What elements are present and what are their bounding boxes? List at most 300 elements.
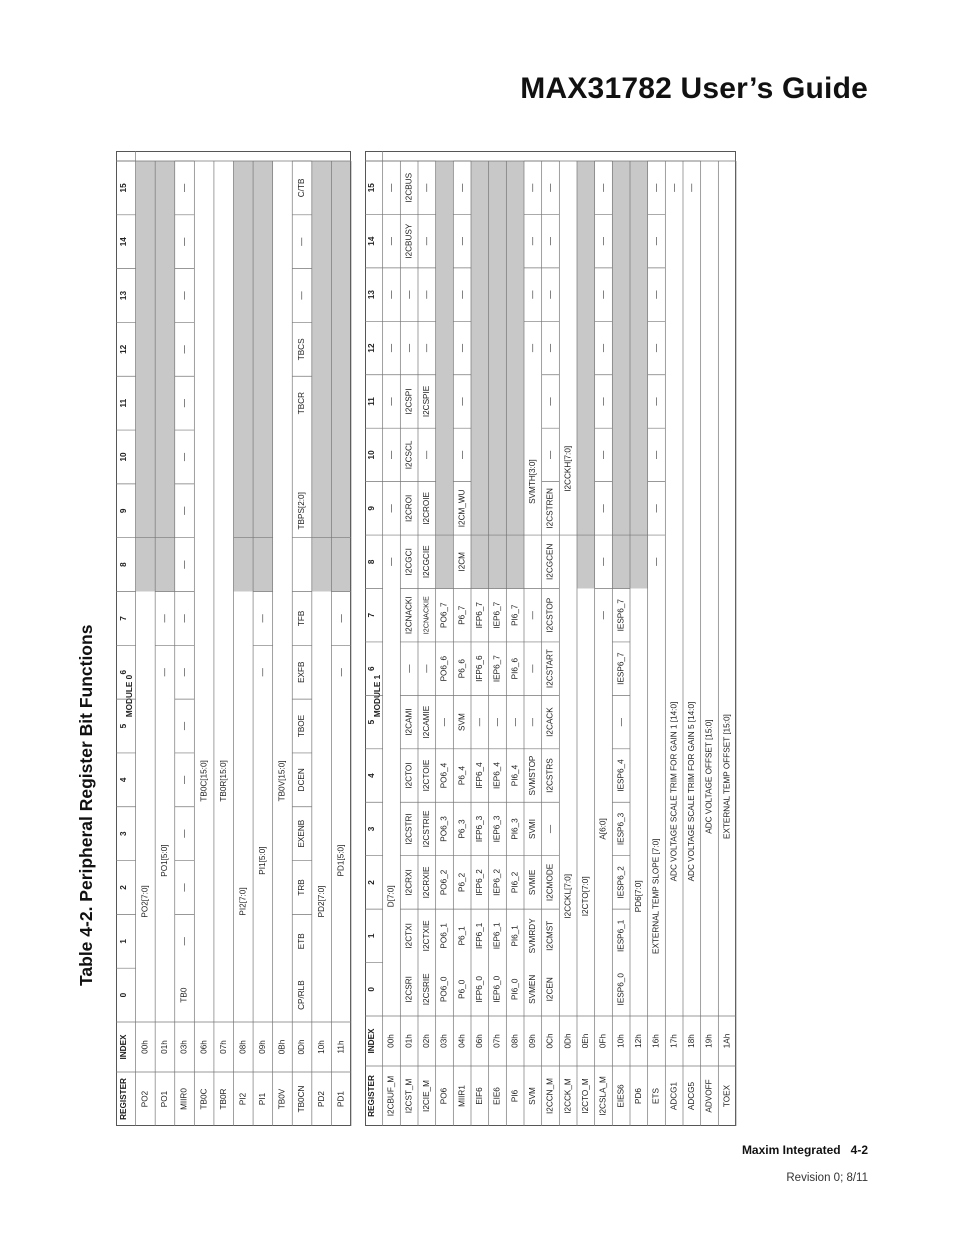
module1-register-index: 02h <box>422 1034 432 1048</box>
module1-cell-dash: — <box>598 557 608 566</box>
module0-register-index: 10h <box>316 1040 326 1054</box>
module1-cell-label: I2CM <box>457 552 467 572</box>
module0-cell-label: ETB <box>297 933 307 950</box>
module0-register-name: TB0V <box>277 1088 287 1110</box>
module1-cell-dash: — <box>651 343 661 353</box>
module1-register-index: 0Fh <box>598 1033 608 1049</box>
module0-cell-dash: — <box>179 399 189 408</box>
module1-cell-dash: — <box>422 290 432 299</box>
module0-cell-dash: — <box>336 614 346 623</box>
module1-cell-dash: — <box>598 450 608 459</box>
module1-cell-label: IFP6_7 <box>475 602 485 629</box>
module1-cell-label: I2CSTREN <box>545 488 555 529</box>
module1-register-index: 0Ch <box>545 1033 555 1049</box>
module1-cell-label: SVMRDY <box>528 918 538 954</box>
module0-cell-label: TFB <box>297 610 307 627</box>
module0-cell-dash: — <box>179 721 189 731</box>
module0-cell-dash: — <box>297 237 307 246</box>
module1-cell-label: I2CSPI <box>404 388 414 415</box>
module0-register-name: MIIR0 <box>179 1088 189 1110</box>
module1-register-index: 03h <box>439 1034 449 1048</box>
module1-bit-label: 0 <box>367 987 377 992</box>
module1-register-name: I2CST_M <box>404 1078 414 1114</box>
module1-register-name: I2CCK_M <box>563 1078 573 1114</box>
module1-cell-label: PO6_6 <box>439 655 449 682</box>
module1-cell-label: I2CTXI <box>404 923 414 949</box>
module0-module-title: MODULE 0 <box>124 674 134 718</box>
module1-cell-dash: — <box>404 664 414 673</box>
module1-cell-label: PD6[7:0] <box>634 880 644 913</box>
module1-register-name: I2CBUF_M <box>386 1075 396 1117</box>
module0-cell-dash: — <box>179 345 189 354</box>
module1-cell-dash: — <box>528 183 538 192</box>
module1-register-name: EIE6 <box>492 1087 502 1105</box>
module1-cell-label: PI6_1 <box>510 925 520 947</box>
module1-register-name: EIES6 <box>616 1084 626 1108</box>
module0-cell-label: PI2[7:0] <box>238 887 248 916</box>
module1-cell-dash: — <box>386 504 396 513</box>
module1-cell-dash: — <box>422 237 432 246</box>
module1-cell-dash: — <box>545 183 555 192</box>
module0-cell-dash: — <box>258 668 268 677</box>
module1-cell-dash: — <box>457 183 467 192</box>
module0-bit-label: 11 <box>118 398 128 408</box>
module1-cell-dash: — <box>598 611 608 620</box>
module1-cell-label: I2CMST <box>545 920 555 951</box>
module1-cell-label: ADC VOLTAGE OFFSET [15:0] <box>704 719 714 834</box>
module1-cell-label: P6_2 <box>457 872 467 892</box>
module0-bit-label: 8 <box>118 562 128 567</box>
module1-bit-label: 8 <box>367 559 377 565</box>
module1-cell-label: I2CROIE <box>422 491 432 525</box>
module1-bit-label: 6 <box>367 666 377 671</box>
module0-cell-label: PD2[7:0] <box>316 885 326 918</box>
module1-cell-label: IESP6_2 <box>616 866 626 899</box>
module0-cell-label: TBOE <box>297 714 307 738</box>
module1-cell-label: IFP6_6 <box>475 655 485 682</box>
module1-cell-label: SVMEN <box>528 974 538 1004</box>
module0-bit-label: 1 <box>118 939 128 944</box>
module1-cell-label: I2CRXIE <box>422 866 432 899</box>
module1-cell-dash: — <box>422 183 432 192</box>
module1-bit-label: 12 <box>367 343 377 353</box>
module0-cell-label: EXENB <box>297 819 307 848</box>
module0-cell-dash: — <box>179 775 189 784</box>
module0-cell-label: DCEN <box>297 768 307 792</box>
module1-cell-label: D[7:0] <box>386 885 396 908</box>
module0-bit-label: 2 <box>118 885 128 890</box>
module1-shade-11 <box>577 161 595 589</box>
module1-cell-dash: — <box>616 718 626 727</box>
module1-index-head: INDEX <box>367 1028 377 1054</box>
module1-register-index: 04h <box>457 1034 467 1048</box>
module1-register-index: 0Eh <box>581 1033 591 1049</box>
module1-cell-label: I2CTOI <box>404 762 414 789</box>
module1-cell-label: PI6_7 <box>510 604 520 626</box>
module0-register-head: REGISTER <box>118 1078 128 1120</box>
footer-company-page <box>742 1143 868 1157</box>
module1-cell-label: IFP6_4 <box>475 762 485 789</box>
module0-cell-label: TBPS[2:0] <box>297 492 307 530</box>
module1-register-name: EIF6 <box>475 1087 485 1105</box>
module1-cell-dash: — <box>651 504 661 513</box>
module1-cell-dash: — <box>492 718 502 727</box>
module1-cell-label: SVMI <box>528 818 538 839</box>
module0-bit-label: 13 <box>118 290 128 301</box>
module1-cell-label: P6_0 <box>457 979 467 999</box>
module1-table-svg <box>365 151 736 1126</box>
module1-register-name: ADCG5 <box>687 1081 697 1111</box>
module1-register-index: 17h <box>669 1034 679 1048</box>
module1-cell-label: I2CBUS <box>404 172 414 203</box>
module0-cell-dash: — <box>179 883 189 892</box>
module0-register-name: PI2 <box>238 1092 248 1106</box>
module1-register-index: 01h <box>404 1034 414 1048</box>
module0-shade-9 <box>312 161 332 592</box>
module1-cell-label: IFP6_0 <box>475 976 485 1003</box>
module1-cell-dash: — <box>404 290 414 299</box>
module1-cell-dash: — <box>651 290 661 299</box>
module1-cell-dash: — <box>651 183 661 192</box>
module1-cell-label: I2CGCEN <box>545 543 555 580</box>
module1-cell-dash: — <box>545 824 555 834</box>
module1-cell-label: IEP6_7 <box>492 655 502 683</box>
module1-shade-13 <box>612 161 630 589</box>
module1-bit-label: 7 <box>367 612 377 618</box>
module1-cell-label: I2CSCL <box>404 440 414 470</box>
module1-cell-label: I2CACK <box>545 707 555 737</box>
module0-shade-6 <box>253 161 273 592</box>
module1-bit-label: 15 <box>367 183 377 193</box>
module1-cell-label: PI6_4 <box>510 764 520 787</box>
module1-register-index: 0Dh <box>563 1033 573 1049</box>
module1-cell-label: SVMTH[3:0] <box>528 459 538 504</box>
module0-register-index: 01h <box>160 1040 170 1054</box>
module1-register-index: 19h <box>704 1034 714 1048</box>
module1-bit-label: 14 <box>367 236 377 246</box>
module1-cell-dash: — <box>598 504 608 513</box>
module1-cell-label: PI6_0 <box>510 978 520 1000</box>
module0-cell-label: TBCR <box>297 392 307 415</box>
module0-cell-dash: — <box>179 183 189 192</box>
module0-cell-label: PO2[7:0] <box>140 885 150 918</box>
module0-shade-1 <box>155 161 175 592</box>
module1-cell-label: IEP6_4 <box>492 762 502 789</box>
module0-register-name: PO2 <box>140 1090 150 1108</box>
module1-cell-dash: — <box>545 343 555 353</box>
module1-cell-label: I2CSTRI <box>404 813 414 845</box>
module0-register-name: PD1 <box>336 1091 346 1107</box>
module0-cell-label: TB0R[15:0] <box>218 760 228 802</box>
module1-register-index: 18h <box>687 1034 697 1048</box>
module0-shade-0 <box>136 161 156 592</box>
module1-bit-label: 4 <box>367 773 377 778</box>
module1-cell-label: IESP6_4 <box>616 759 626 792</box>
module0-cell-label: TRB <box>297 879 307 896</box>
module1-cell-label: IEP6_2 <box>492 868 502 896</box>
module0-register-index: 09h <box>258 1040 268 1054</box>
module0-cell-label: TB0V[15:0] <box>277 760 287 802</box>
module1-cell-label: PO6_4 <box>439 762 449 789</box>
module1-shade-6 <box>489 161 507 589</box>
module1-cell-label: EXTERNAL TEMP SLOPE [7:0] <box>651 838 661 955</box>
module1-cell-label: I2CSRI <box>404 976 414 1003</box>
module1-cell-label: IEP6_1 <box>492 922 502 950</box>
module1-register-index: 00h <box>386 1034 396 1048</box>
module1-cell-dash: — <box>651 237 661 246</box>
table-caption: Table 4-2. Peripheral Register Bit Functions <box>76 624 96 986</box>
module1-cell-label: I2CROI <box>404 494 414 522</box>
module1-cell-dash: — <box>545 290 555 299</box>
module0-cell-label: TB0C[15:0] <box>199 760 209 802</box>
module0-register-index: 07h <box>218 1040 228 1054</box>
module1-module-title: MODULE 1 <box>373 674 383 718</box>
module1-register-name: PO6 <box>439 1087 449 1105</box>
module1-cell-label: PI6_6 <box>510 657 520 680</box>
module1-cell-dash: — <box>386 557 396 566</box>
module1-register-name: I2CSLA_M <box>598 1076 608 1116</box>
module1-cell-label: I2CM_WU <box>457 489 467 528</box>
module0-register-name: TB0CN <box>297 1085 307 1113</box>
module1-cell-label: I2CTXIE <box>422 920 432 952</box>
module0-bit-label: 3 <box>118 831 128 836</box>
module0-shade-10 <box>331 161 351 592</box>
module1-cell-label: I2CNACKIE <box>421 596 431 635</box>
module1-cell-dash: — <box>651 450 661 459</box>
module1-register-index: 08h <box>510 1034 520 1048</box>
module1-register-name: ADCG1 <box>669 1081 679 1111</box>
module1-cell-dash: — <box>475 718 485 727</box>
module1-cell-label: I2CSTART <box>545 649 555 689</box>
module1-cell-dash: — <box>651 557 661 566</box>
module1-cell-label: I2CSRIE <box>422 973 432 1006</box>
module0-cell-label: PD1[5:0] <box>336 844 346 877</box>
module1-register-index: 06h <box>475 1034 485 1048</box>
module0-cell-dash: — <box>179 560 189 569</box>
module1-cell-label: PO6_1 <box>439 923 449 949</box>
module0-table-svg <box>116 151 351 1126</box>
module1-register-head: REGISTER <box>367 1075 377 1117</box>
module1-cell-label: IFP6_1 <box>475 922 485 950</box>
module1-cell-label: ADC VOLTAGE SCALE TRIM FOR GAIN 5 [14:0] <box>687 701 697 882</box>
module1-cell-dash: — <box>598 237 608 246</box>
module1-cell-label: I2CSTRS <box>545 758 555 793</box>
module1-cell-label: SVM <box>457 713 467 731</box>
module1-cell-dash: — <box>528 237 538 246</box>
module1-cell-label: ADC VOLTAGE SCALE TRIM FOR GAIN 1 [14:0] <box>669 701 679 882</box>
module1-cell-dash: — <box>651 397 661 406</box>
module1-cell-label: PI6_2 <box>510 871 520 894</box>
module1-cell-label: IFP6_2 <box>475 869 485 896</box>
module1-cell-dash: — <box>386 397 396 406</box>
module1-register-index: 10h <box>616 1034 626 1048</box>
module1-register-index: 12h <box>634 1034 644 1048</box>
module1-register-name: I2CCN_M <box>545 1078 555 1114</box>
module0-register-index: 08h <box>238 1040 248 1054</box>
module1-bit-label: 13 <box>367 290 377 300</box>
module0-cell-label: PI1[5:0] <box>258 846 268 875</box>
module1-cell-label: PO6_3 <box>439 816 449 842</box>
module1-register-name: TOEX <box>722 1084 732 1108</box>
module1-shade-7 <box>506 161 524 589</box>
module1-cell-label: I2CCKL[7:0] <box>563 873 573 919</box>
module0-cell-dash: — <box>160 668 170 677</box>
module0-register-name: PD2 <box>316 1091 326 1107</box>
module1-cell-label: SVMSTOP <box>528 755 538 796</box>
module1-cell-dash: — <box>598 290 608 299</box>
module0-bit-label: 14 <box>118 237 128 247</box>
module0-cell-dash: — <box>258 614 268 623</box>
module1-bit-label: 5 <box>367 719 377 725</box>
footer-revision: Revision 0; 8/11 <box>786 1172 868 1184</box>
module1-cell-label: I2CSTOP <box>545 597 555 633</box>
module1-cell-dash: — <box>422 450 432 459</box>
module1-cell-label: PO6_0 <box>439 976 449 1003</box>
module1-bit-label: 1 <box>367 933 377 939</box>
module1-cell-label: I2CBUSY <box>404 223 414 259</box>
module0-cell-dash: — <box>179 452 189 462</box>
module1-register-index: 07h <box>492 1034 502 1048</box>
module1-cell-label: I2CTO[7:0] <box>581 876 591 917</box>
module0-shade-5 <box>234 161 254 592</box>
footer-company: Maxim Integrated <box>741 1143 841 1157</box>
module0-bit-label: 15 <box>118 183 128 193</box>
module0-register-index: 0Bh <box>277 1039 287 1055</box>
module1-cell-dash: — <box>528 718 538 727</box>
module1-shade-5 <box>471 161 489 589</box>
module1-cell-dash: — <box>422 343 432 353</box>
module1-register-index: 1Ah <box>722 1033 732 1049</box>
module0-cell-dash: — <box>297 291 307 300</box>
module1-cell-label: P6_6 <box>457 659 467 679</box>
module0-cell-label: PO1[5:0] <box>160 844 170 877</box>
module1-register-name: PD6 <box>634 1088 644 1104</box>
module1-register-name: I2CTO_M <box>581 1078 591 1114</box>
module1-bit-label: 3 <box>367 826 377 832</box>
module1-cell-dash: — <box>510 718 520 727</box>
module1-register-index: 09h <box>528 1034 538 1048</box>
module1-cell-label: I2CAMIE <box>422 705 432 739</box>
module0-cell-label: C/TB <box>297 178 307 198</box>
module0-bit-label: 9 <box>118 508 128 514</box>
module1-cell-label: I2CTOIE <box>422 759 432 792</box>
module1-cell-dash: — <box>457 450 467 459</box>
module1-bit-label: 11 <box>367 397 377 406</box>
module0-cell-dash: — <box>179 668 189 677</box>
module1-cell-dash: — <box>422 664 432 673</box>
module0-register-index: 00h <box>140 1040 150 1054</box>
module0-bit-label: 4 <box>118 777 128 783</box>
module1-cell-dash: — <box>386 290 396 299</box>
module1-cell-label: I2CGCIE <box>422 545 432 579</box>
module1-cell-dash: — <box>457 343 467 353</box>
module1-cell-label: IESP6_7 <box>616 599 626 632</box>
module1-cell-label: I2CEN <box>545 977 555 1002</box>
module1-cell-label: I2CRXI <box>404 869 414 896</box>
module1-cell-label: P6_4 <box>457 765 467 786</box>
module1-cell-label: P6_3 <box>457 819 467 839</box>
module1-bit-label: 2 <box>367 880 377 885</box>
module1-register-index: 16h <box>651 1034 661 1048</box>
module1-cell-label: I2CMODE <box>545 863 555 902</box>
module1-bit-label: 9 <box>367 506 377 511</box>
module1-cell-dash: — <box>545 397 555 406</box>
module0-cell-dash: — <box>179 614 189 623</box>
module0-cell-dash: — <box>336 668 346 677</box>
module1-cell-dash: — <box>386 237 396 246</box>
module1-cell-label: IESP6_1 <box>616 919 626 953</box>
module1-cell-label: I2CCKH[7:0] <box>563 445 573 492</box>
module1-cell-dash: — <box>687 183 697 192</box>
module1-register-name: ADVOFF <box>704 1079 714 1113</box>
module1-register-name: I2CIE_M <box>422 1080 432 1112</box>
module1-cell-dash: — <box>457 237 467 246</box>
module0-bit-label: 0 <box>118 992 128 998</box>
module1-cell-label: IEP6_3 <box>492 815 502 843</box>
module0-bit-label: 10 <box>118 452 128 462</box>
module1-cell-label: PO6_7 <box>439 602 449 628</box>
module1-cell-label: I2CSTRIE <box>422 810 432 848</box>
module0-register-index: 03h <box>179 1040 189 1054</box>
module1-register-name: SVM <box>528 1087 538 1105</box>
module1-cell-label: P6_7 <box>457 605 467 625</box>
module0-cell-label: EXFB <box>297 661 307 683</box>
module0-register-index: 06h <box>199 1040 209 1054</box>
module1-cell-dash: — <box>386 183 396 192</box>
module0-bit-label: 7 <box>118 616 128 621</box>
document-title: MAX31782 User’s Guide <box>520 72 868 105</box>
module1-register-table <box>365 151 736 1126</box>
module0-cell-dash: — <box>179 237 189 246</box>
module0-cell-dash: — <box>179 937 189 946</box>
module1-cell-dash: — <box>545 450 555 459</box>
module1-shade-3 <box>436 161 454 589</box>
module1-cell-dash: — <box>386 450 396 459</box>
module0-register-name: PI1 <box>258 1092 268 1106</box>
module1-cell-label: I2CNACKI <box>404 596 414 635</box>
module1-cell-dash: — <box>598 397 608 406</box>
module1-cell-dash: — <box>528 664 538 673</box>
module0-bit-label: 12 <box>118 344 128 354</box>
module0-cell-label: CP/RLB <box>297 980 307 1010</box>
module1-cell-label: SVMIE <box>528 869 538 896</box>
module1-register-name: PI6 <box>510 1089 520 1103</box>
module1-cell-dash: — <box>439 718 449 727</box>
module1-cell-dash: — <box>545 237 555 246</box>
module0-register-name: PO1 <box>160 1090 170 1108</box>
module0-bit-label: 6 <box>118 669 128 675</box>
module1-cell-label: I2CGCI <box>404 548 414 576</box>
module0-register-index: 0Dh <box>297 1039 307 1055</box>
module0-cell-dash: — <box>179 291 189 300</box>
module0-cell-label: TB0 <box>179 987 189 1003</box>
module1-cell-label: I2CSPIE <box>422 385 432 418</box>
module1-cell-dash: — <box>528 290 538 299</box>
module1-cell-label: IESP6_7 <box>616 652 626 685</box>
module0-register-table <box>116 151 351 1126</box>
module0-cell-dash: — <box>179 506 189 515</box>
module1-cell-dash: — <box>386 343 396 353</box>
footer-page-number: 4-2 <box>850 1143 868 1157</box>
module0-cell-label: TBCS <box>297 338 307 361</box>
module1-cell-dash: — <box>404 343 414 353</box>
module0-register-name: TB0C <box>199 1088 209 1110</box>
module1-cell-dash: — <box>598 183 608 192</box>
module1-cell-label: PO6_2 <box>439 869 449 896</box>
module1-bit-label: 10 <box>367 450 377 460</box>
module0-register-index: 11h <box>336 1040 346 1054</box>
module1-cell-label: I2CAMI <box>404 708 414 736</box>
